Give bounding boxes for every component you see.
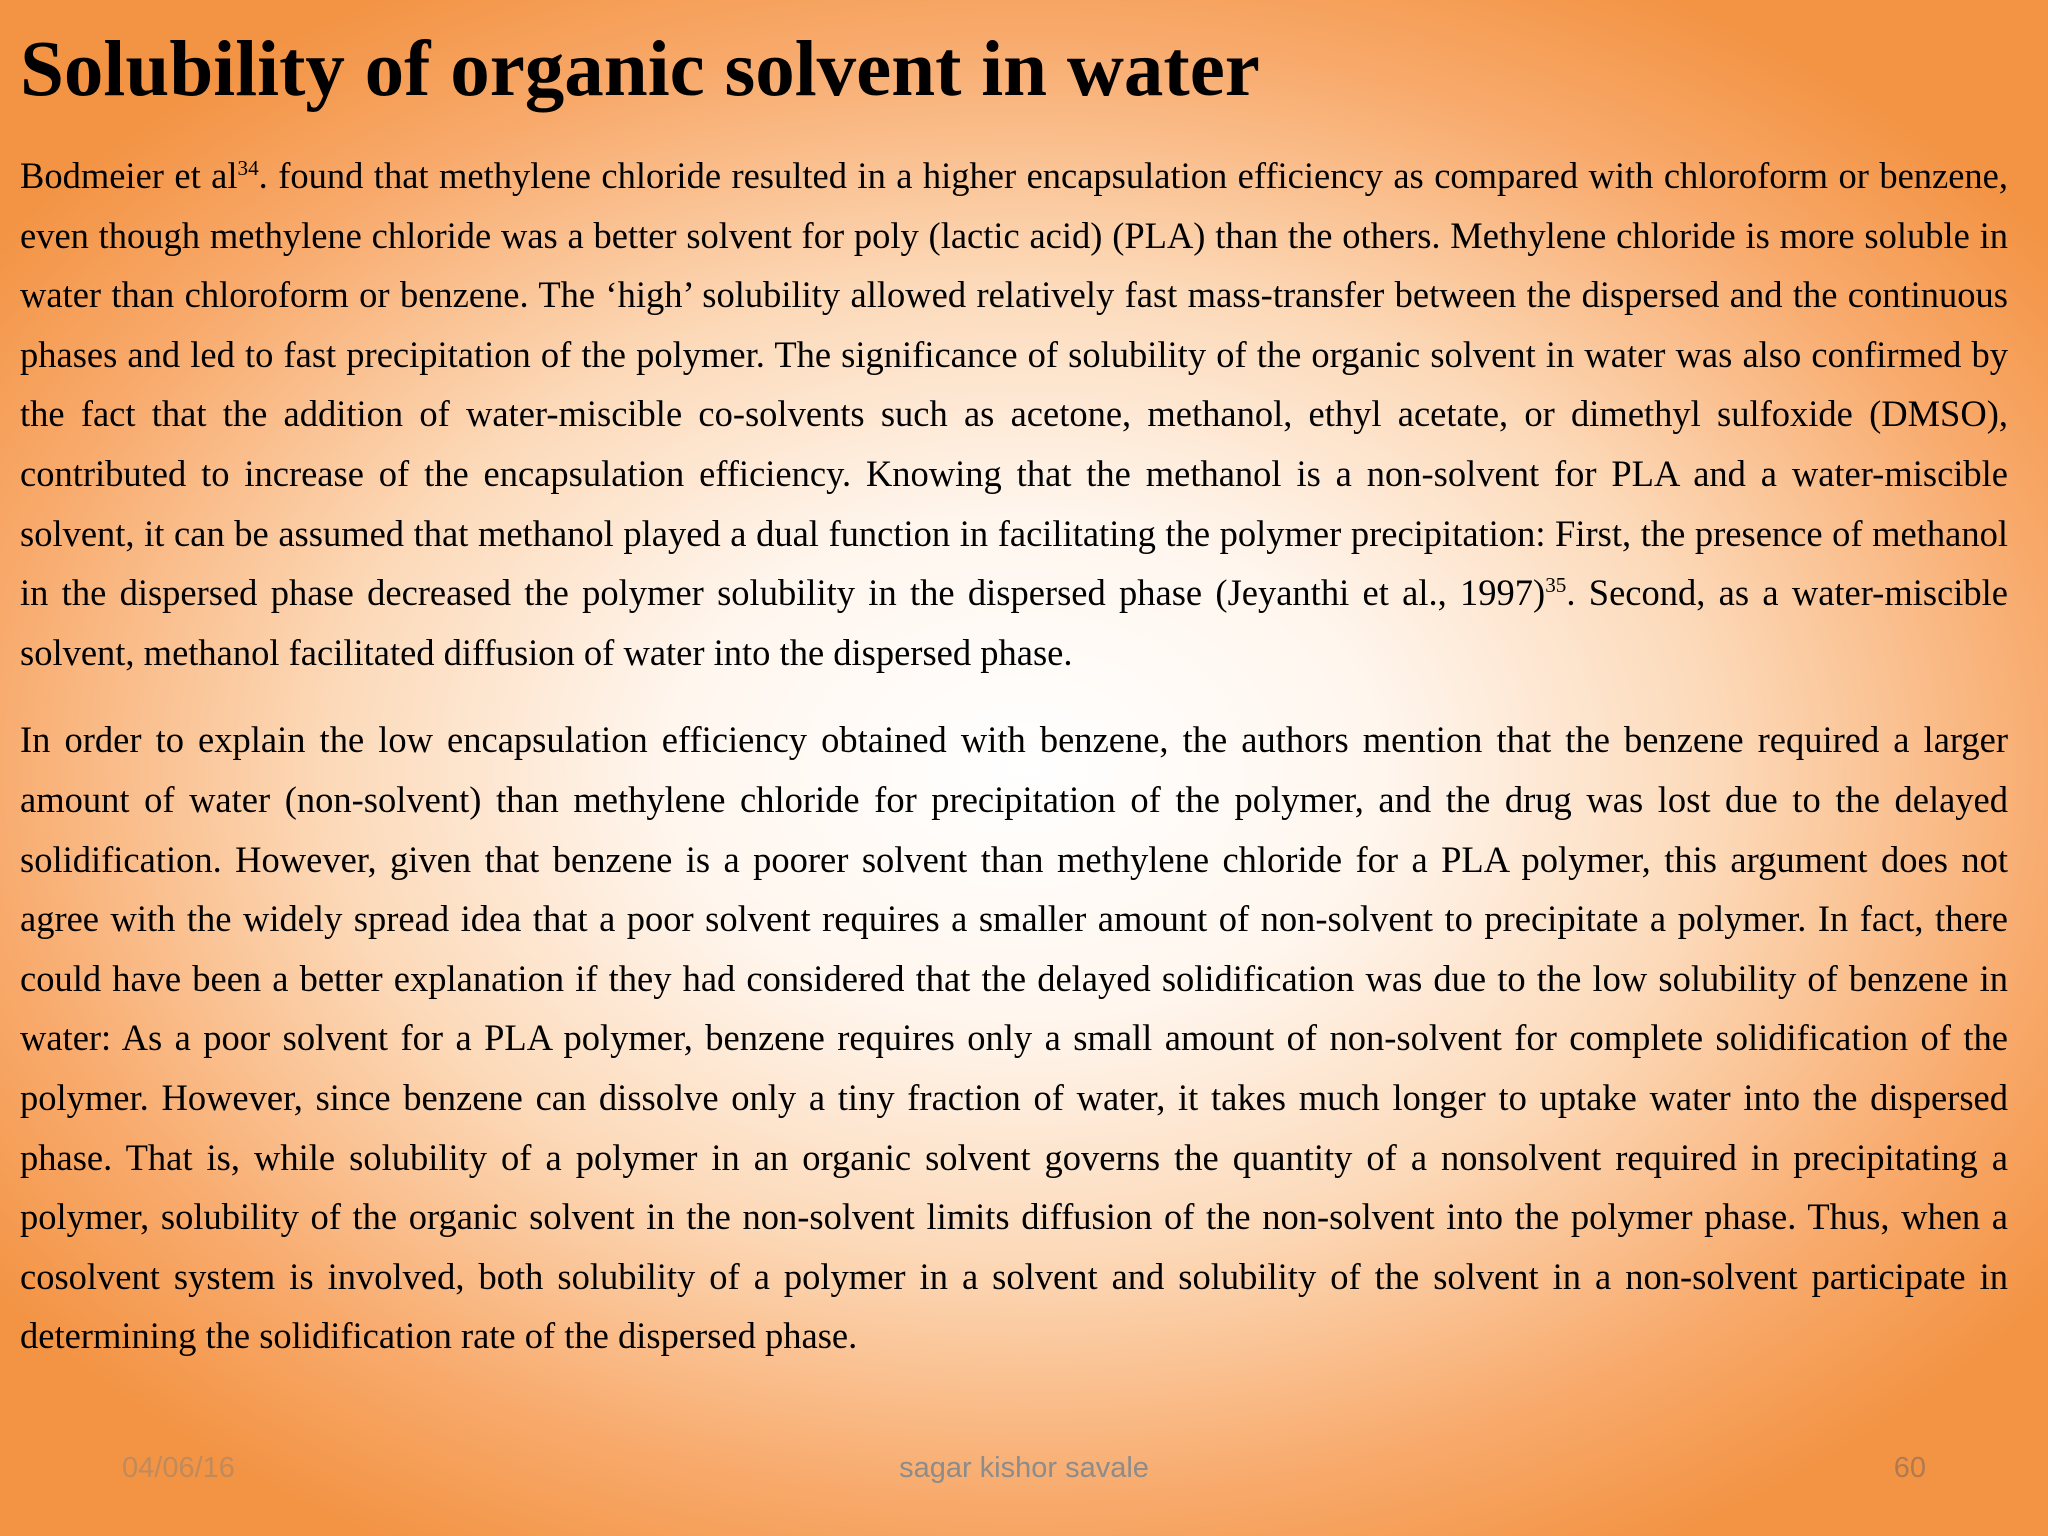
- paragraph-1: [20, 146, 2008, 682]
- reference-34: 34: [237, 155, 259, 180]
- footer-author: sagar kishor savale: [899, 1452, 1149, 1484]
- slide-body: [20, 146, 2008, 1366]
- slide-title: Solubility of organic solvent in water: [20, 26, 1260, 113]
- footer-page-number: 60: [1893, 1452, 1926, 1484]
- paragraph-1-text-end: . Second, as a water-miscible solvent, methanol facilitated diffusion of water into the dispersed phase.: [20, 572, 2008, 673]
- paragraph-1-text-middle: . found that methylene chloride resulted in a higher encapsulation efficiency as compared with chloroform or benzene, even though methylene chloride was a better solvent for poly (lactic acid) (PLA) than the others. Methylene chloride is more soluble in water than chloroform or benzene. The ‘high’ solubility allowed relatively fast mass-transfer between the dispersed and the continuous phases and led to fast precipitation of the polymer. The significance of solubility of the organic solvent in water was also confirmed by the fact that the addition of water-miscible co-solvents such as acetone, methanol, ethyl acetate, or dimethyl sulfoxide (DMSO), contributed to increase of the encapsulation efficiency. Knowing that the methanol is a non-solvent for PLA and a water-miscible solvent, it can be assumed that methanol played a dual function in facilitating the polymer precipitation: First, the presence of methanol in the dispersed phase decreased the polymer solubility in the dispersed phase (Jeyanthi et al., 1997): [20, 155, 2009, 614]
- paragraph-1-text-start: Bodmeier et al: [20, 155, 238, 196]
- paragraph-2: In order to explain the low encapsulation efficiency obtained with benzene, the authors mention that the benzene required a larger amount of water (non-solvent) than methylene chloride for precipitation of the polymer, and the drug was lost due to the delayed solidification. However, given that benzene is a poorer solvent than methylene chloride for a PLA polymer, this argument does not agree with the widely spread idea that a poor solvent requires a smaller amount of non-solvent to precipitate a polymer. In fact, there could have been a better explanation if they had considered that the delayed solidification was due to the low solubility of benzene in water: As a poor solvent for a PLA polymer, benzene requires only a small amount of non-solvent for complete solidification of the polymer. However, since benzene can dissolve only a tiny fraction of water, it takes much longer to uptake water into the dispersed phase. That is, while solubility of a polymer in an organic solvent governs the quantity of a nonsolvent required in precipitating a polymer, solubility of the organic solvent in the non-solvent limits diffusion of the non-solvent into the polymer phase. Thus, when a cosolvent system is involved, both solubility of a polymer in a solvent and solubility of the solvent in a non-solvent participate in determining the solidification rate of the dispersed phase.: [20, 719, 2008, 1357]
- footer-date: 04/06/16: [122, 1452, 235, 1484]
- reference-35: 35: [1545, 573, 1567, 597]
